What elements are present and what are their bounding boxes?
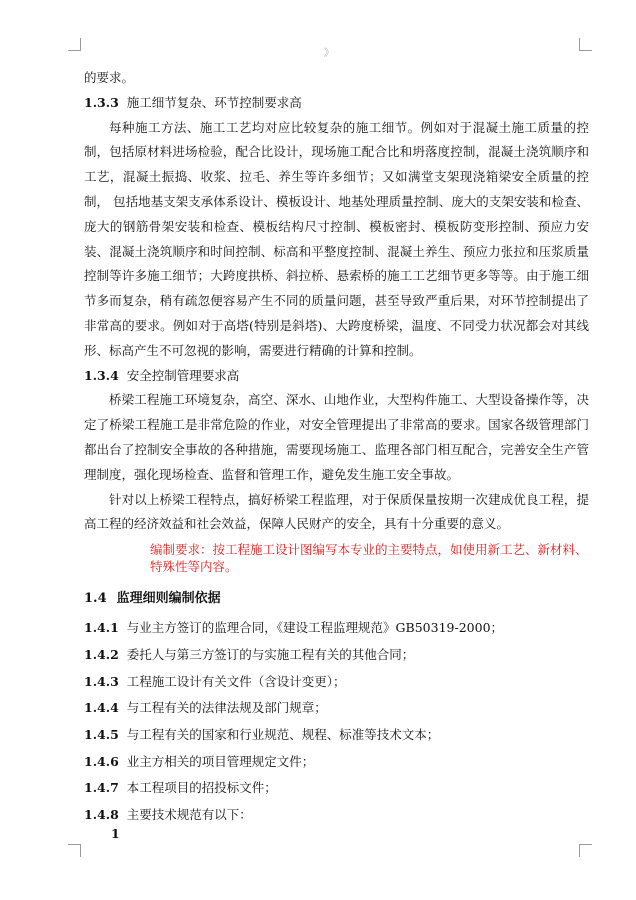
list-item [84,802,589,829]
heading-number: 1.3.3 [84,94,119,110]
crop-mark-bottom-right [579,844,592,857]
list-item [84,749,589,776]
item-text: 委托人与第三方签订的与实施工程有关的其他合同； [126,646,415,662]
crop-mark-top-left [68,38,81,51]
list-item [84,615,589,642]
item-text: 工程施工设计有关文件（含设计变更）； [126,673,346,689]
item-number: 1.4.3 [84,673,119,689]
list-item [84,775,589,802]
item-number: 1.4.4 [84,700,119,716]
heading-title: 施工细节复杂、环节控制要求高 [126,94,302,110]
item-text: 本工程项目的招投标文件； [126,780,277,796]
heading-1-3-3 [84,91,589,116]
item-text: 与业主方签订的监理合同，《建设工程监理规范》GB50319-2000； [126,620,504,636]
paragraph-1-3-3: 每种施工方法、施工工艺均对应比较复杂的施工细节。例如对于混凝土施工质量的控制，包括原材料进场检验，配合比设计，现场施工配合比和坍落度控制，混凝土浇筑顺序和工艺，混凝土振捣、收浆、拉毛、养生等许多细节；又如满堂支架现浇箱梁安全质量的控制， 包括地基支架支承体系设计、模板设计、地基处理质量控制、庞大的支架安装和检查、庞大的钢筋骨架安装和检查、模板结构尺寸控制、模板密封、模板防变形控制、预应力安装、混凝土浇筑顺序和时间控制、标高和平整度控制、混凝土养生、预应力张拉和压浆质量控制等许多施工细节；大跨度拱桥、斜拉桥、悬索桥的施工工艺细节更多等等。由于施工细节多而复杂，稍有疏忽便容易产生不同的质量问题，甚至导致严重后果，对环节控制提出了非常高的要求。例如对于高塔(特别是斜塔)、大跨度桥梁，温度、不同受力状况都会对其线形、标高产生不可忽视的影响，需要进行精确的计算和控制。 [84,119,589,358]
paragraph-continuation: 的要求。 [84,70,135,85]
item-number: 1.4.8 [84,807,119,823]
list-item [84,669,589,696]
editing-requirement-note: 编制要求：按工程施工设计图编写本专业的主要特点，如使用新工艺、新材料、特殊性等内容。 [150,542,588,575]
item-number: 1.4.5 [84,726,119,742]
heading-number: 1.3.4 [84,367,119,383]
basis-list [84,615,589,829]
item-text: 主要技术规范有以下： [126,807,252,823]
list-item [84,642,589,669]
heading-1-3-4 [84,364,589,389]
heading-1-4 [84,585,589,613]
header-mark: 》 [324,48,334,59]
list-item [84,722,589,749]
item-text: 与工程有关的法律法规及部门规章； [126,700,327,716]
crop-mark-bottom-left [68,844,81,857]
crop-mark-top-right [579,38,592,51]
paragraph-summary: 针对以上桥梁工程特点，搞好桥梁工程监理，对于保质保量按期一次建成优良工程，提高工程的经济效益和社会效益，保障人民财产的安全，具有十分重要的意义。 [84,491,589,532]
page-content [84,66,589,829]
page-number: 1 [111,826,120,841]
item-number: 1.4.2 [84,646,119,662]
paragraph-1-3-4: 桥梁工程施工环境复杂，高空、深水、山地作业，大型构件施工、大型设备操作等，决定了桥梁工程施工是非常危险的作业，对安全管理提出了非常高的要求。国家各级管理部门都出台了控制安全事故的各种措施，需要现场施工、监理各部门相互配合，完善安全生产管理制度，强化现场检查、监督和管理工作，避免发生施工安全事故。 [84,392,589,482]
heading-title: 安全控制管理要求高 [126,367,240,383]
item-text: 与工程有关的国家和行业规范、规程、标准等技术文本； [126,726,440,742]
heading-title: 监理细则编制依据 [116,591,221,607]
item-number: 1.4.7 [84,780,119,796]
heading-number: 1.4 [84,591,107,607]
list-item [84,695,589,722]
item-number: 1.4.1 [84,620,119,636]
item-number: 1.4.6 [84,753,119,769]
item-text: 业主方相关的项目管理规定文件； [126,753,315,769]
